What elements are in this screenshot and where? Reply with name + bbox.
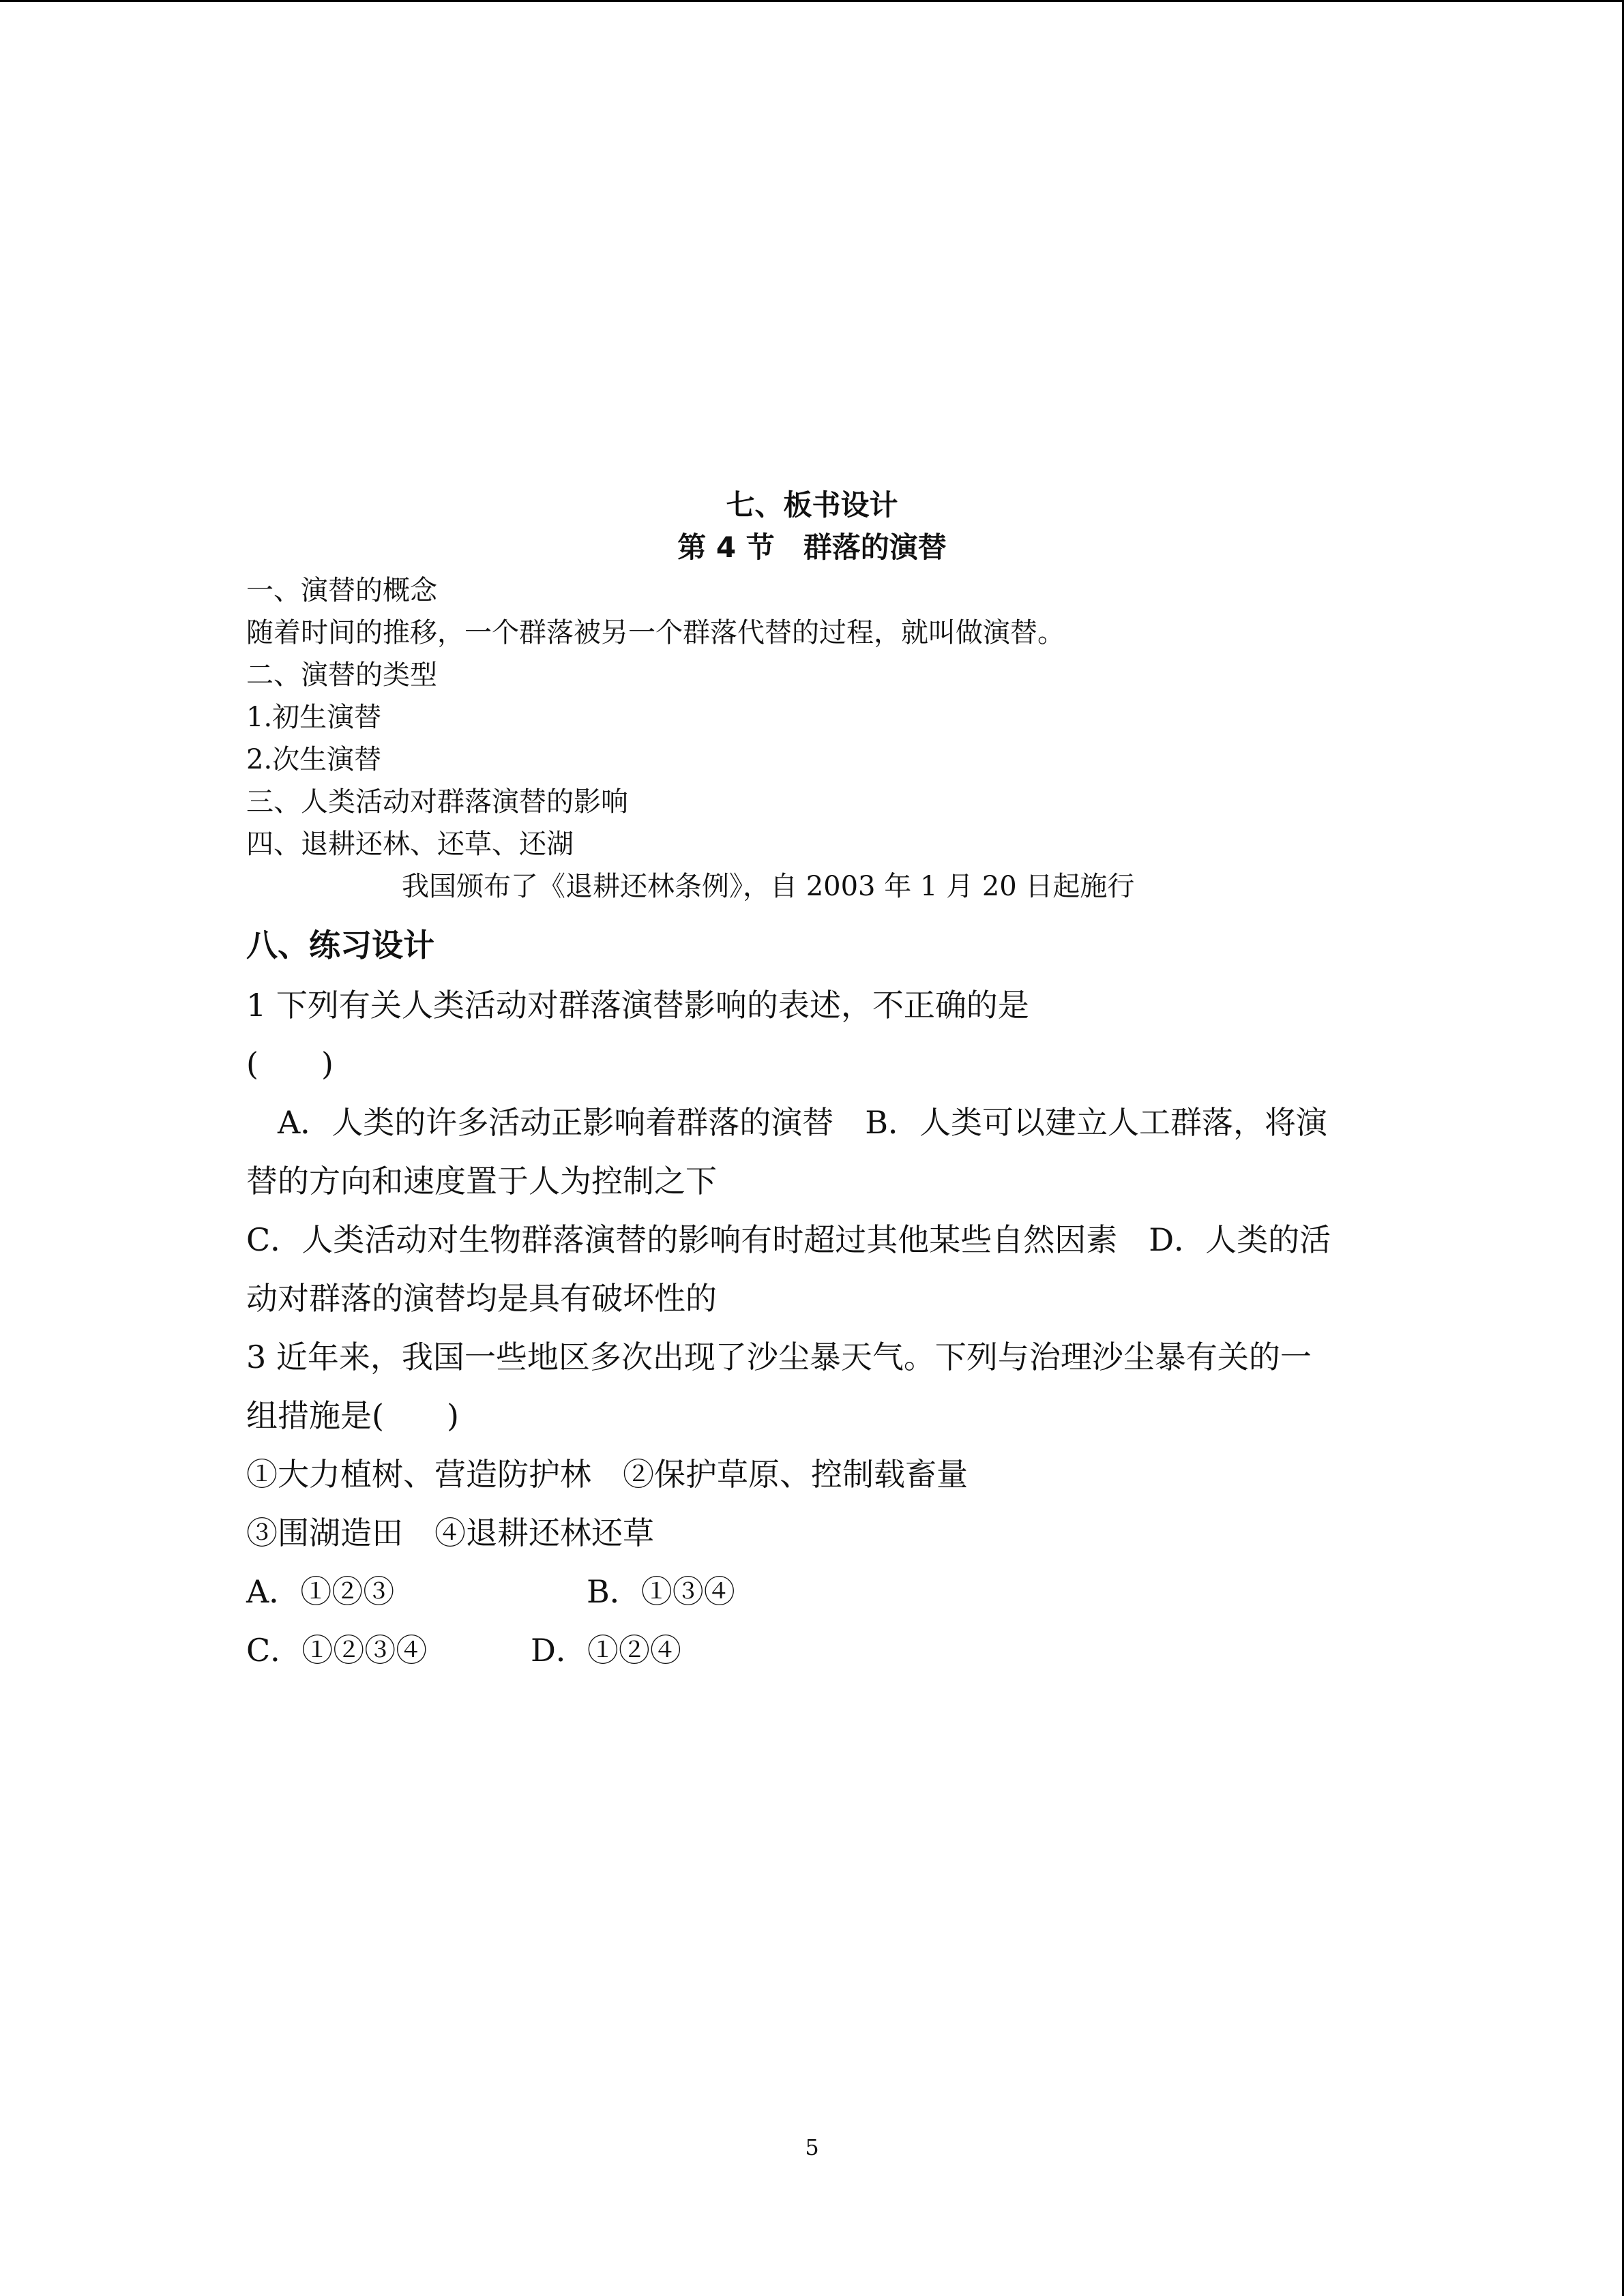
exercise-line-8: 组措施是( ) xyxy=(246,1397,459,1434)
board-line-3: 二、演替的类型 xyxy=(246,659,437,691)
option-a: A．①②③ xyxy=(246,1573,395,1610)
exercise-line-2: ( ) xyxy=(246,1045,334,1082)
exercise-line-6: 动对群落的演替均是具有破坏性的 xyxy=(246,1280,717,1317)
exercise-line-3: A．人类的许多活动正影响着群落的演替 B．人类可以建立人工群落，将演 xyxy=(246,1104,1328,1141)
exercise-line-7: 3 近年来，我国一些地区多次出现了沙尘暴天气。下列与治理沙尘暴有关的一 xyxy=(246,1339,1312,1375)
exercise-line-9: ①大力植树、营造防护林 ②保护草原、控制载畜量 xyxy=(246,1456,968,1493)
option-d: D．①②④ xyxy=(531,1632,681,1669)
exercise-line-1: 1 下列有关人类活动对群落演替影响的表述，不正确的是 xyxy=(246,987,1029,1024)
lesson-subtitle: 第 4 节 群落的演替 xyxy=(677,531,947,564)
board-line-5: 2.次生演替 xyxy=(246,744,382,775)
exercise-line-10: ③围湖造田 ④退耕还林还草 xyxy=(246,1515,654,1551)
board-note: 我国颁布了《退耕还林条例》，自 2003 年 1 月 20 日起施行 xyxy=(402,871,1135,902)
board-line-1: 一、演替的概念 xyxy=(246,575,437,606)
option-b: B．①③④ xyxy=(587,1573,735,1610)
board-design-title: 七、板书设计 xyxy=(726,488,898,522)
page-number: 5 xyxy=(805,2134,819,2160)
exercise-title: 八、练习设计 xyxy=(246,927,434,964)
page-border-top xyxy=(0,0,1624,2)
board-line-7: 四、退耕还林、还草、还湖 xyxy=(246,829,574,860)
option-c: C．①②③④ xyxy=(246,1632,428,1669)
board-line-2: 随着时间的推移，一个群落被另一个群落代替的过程，就叫做演替。 xyxy=(246,617,1065,648)
exercise-line-4: 替的方向和速度置于人为控制之下 xyxy=(246,1163,717,1199)
board-line-4: 1.初生演替 xyxy=(246,702,382,733)
exercise-line-5: C．人类活动对生物群落演替的影响有时超过其他某些自然因素 D．人类的活 xyxy=(246,1221,1331,1258)
board-line-6: 三、人类活动对群落演替的影响 xyxy=(246,786,628,818)
